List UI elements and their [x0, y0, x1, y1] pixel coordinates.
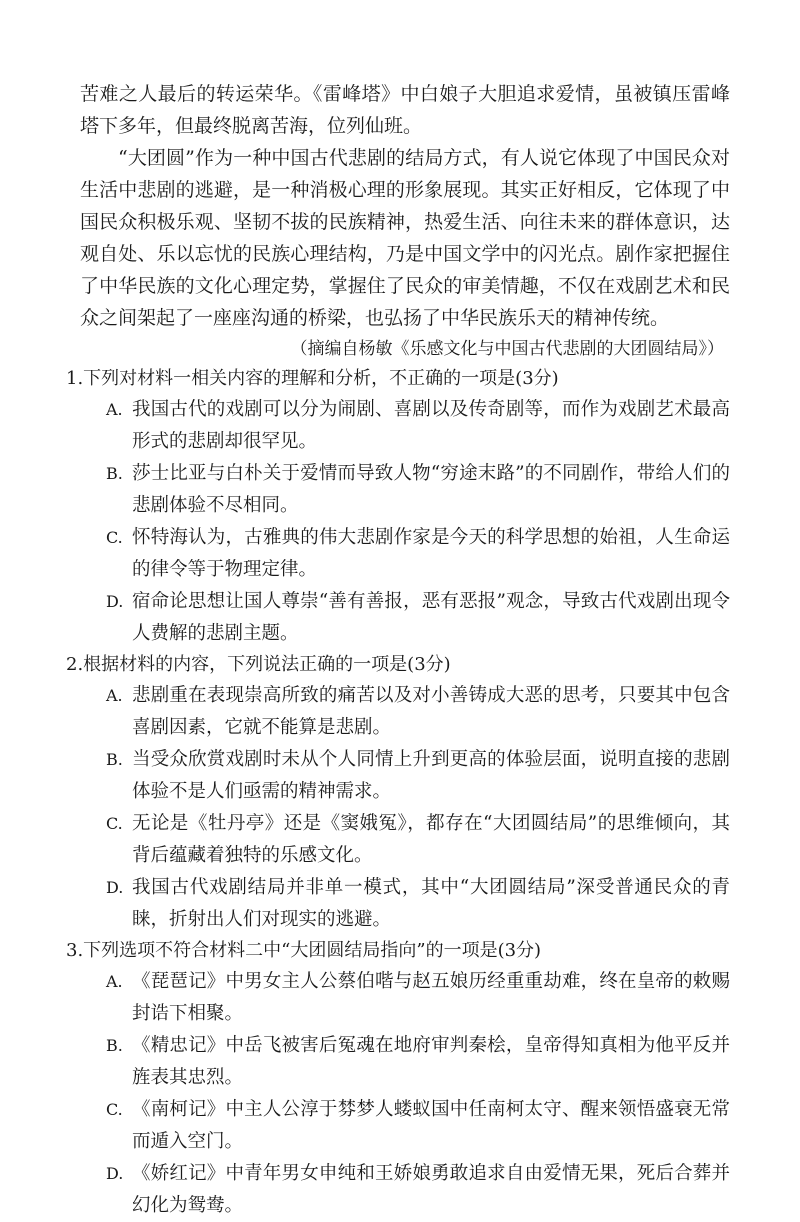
option-text: 我国古代戏剧结局并非单一模式，其中“大团圆结局”深受普通民众的青睐，折射出人们对现实的逃避。: [132, 877, 730, 930]
option-letter: A.: [106, 400, 123, 419]
option-letter: D.: [106, 592, 124, 611]
option-text: 怀特海认为，古雅典的伟大悲剧作家是今天的科学思想的始祖，人生命运的律令等于物理定律。: [132, 527, 730, 580]
passage-paragraph-2: “大团圆”作为一种中国古代悲剧的结局方式，有人说它体现了中国民众对生活中悲剧的逃避，是一种消极心理的形象展现。其实正好相反，它体现了中国民众积极乐观、坚韧不拔的民族精神，热爱生活、向往未来的群体意识，达观自处、乐以忘忧的民族心理结构，乃是中国文学中的闪光点。剧作家把握住了中华民族的文化心理定势，掌握住了民众的审美情趣，不仅在戏剧艺术和民众之间架起了一座座沟通的桥梁，也弘扬了中华民族乐天的精神传统。: [80, 147, 730, 329]
option-b: [80, 744, 730, 808]
passage-paragraph-1: 苦难之人最后的转运荣华。《雷峰塔》中白娘子大胆追求爱情，虽被镇压雷峰塔下多年，但最终脱离苦海，位列仙班。: [80, 83, 730, 137]
option-letter: B.: [106, 464, 123, 483]
option-text: 《琵琶记》中男女主人公蔡伯喈与赵五娘历经重重劫难，终在皇帝的敕赐封诰下相聚。: [132, 971, 730, 1024]
option-letter: C.: [106, 814, 123, 833]
option-a: [80, 394, 730, 458]
option-text: 我国古代的戏剧可以分为闹剧、喜剧以及传奇剧等，而作为戏剧艺术最高形式的悲剧却很罕见。: [132, 399, 730, 452]
option-letter: A.: [106, 972, 123, 991]
option-text: 《南柯记》中主人公淳于棼梦人蝼蚁国中任南柯太守、醒来领悟盛衰无常而遁入空门。: [132, 1099, 730, 1152]
option-letter: C.: [106, 1100, 123, 1119]
option-b: [80, 1030, 730, 1094]
option-letter: B.: [106, 1036, 123, 1055]
option-text: 悲剧重在表现崇高所致的痛苦以及对小善铸成大恶的思考，只要其中包含喜剧因素，它就不能算是悲剧。: [132, 685, 730, 738]
option-b: [80, 458, 730, 522]
option-a: [80, 680, 730, 744]
question-stem: 1.下列对材料一相关内容的理解和分析，不正确的一项是(3分): [66, 368, 559, 389]
option-letter: D.: [106, 878, 124, 897]
option-d: [80, 1158, 730, 1222]
question-3: [66, 936, 730, 1222]
option-list: [80, 680, 730, 936]
option-c: [80, 808, 730, 872]
option-list: [80, 394, 730, 650]
option-text: 《娇红记》中青年男女申纯和王娇娘勇敢追求自由爱情无果，死后合葬并幻化为鸳鸯。: [132, 1163, 730, 1216]
option-c: [80, 1094, 730, 1158]
question-stem: 3.下列选项不符合材料二中“大团圆结局指向”的一项是(3分): [66, 940, 542, 961]
option-text: 无论是《牡丹亭》还是《窦娥冤》，都存在“大团圆结局”的思维倾向，其背后蕴藏着独特的乐感文化。: [132, 813, 730, 866]
option-letter: A.: [106, 686, 123, 705]
option-d: [80, 586, 730, 650]
option-text: 《精忠记》中岳飞被害后冤魂在地府审判秦桧，皇帝得知真相为他平反并旌表其忠烈。: [132, 1035, 730, 1088]
document-page: [66, 78, 730, 1222]
option-a: [80, 966, 730, 1030]
option-text: 宿命论思想让国人尊崇“善有善报，恶有恶报”观念，导致古代戏剧出现令人费解的悲剧主题。: [132, 591, 730, 644]
option-letter: D.: [106, 1164, 124, 1183]
question-1: [66, 364, 730, 650]
option-letter: C.: [106, 528, 123, 547]
question-2: [66, 650, 730, 936]
option-list: [80, 966, 730, 1222]
question-stem: 2.根据材料的内容，下列说法正确的一项是(3分): [66, 654, 451, 675]
option-d: [80, 872, 730, 936]
passage-source: （摘编自杨敏《乐感文化与中国古代悲剧的大团圆结局》）: [290, 339, 724, 359]
option-c: [80, 522, 730, 586]
option-text: 莎士比亚与白朴关于爱情而导致人物“穷途末路”的不同剧作，带给人们的悲剧体验不尽相同。: [132, 463, 730, 516]
option-text: 当受众欣赏戏剧时未从个人同情上升到更高的体验层面，说明直接的悲剧体验不是人们亟需的精神需求。: [132, 749, 730, 802]
option-letter: B.: [106, 750, 123, 769]
